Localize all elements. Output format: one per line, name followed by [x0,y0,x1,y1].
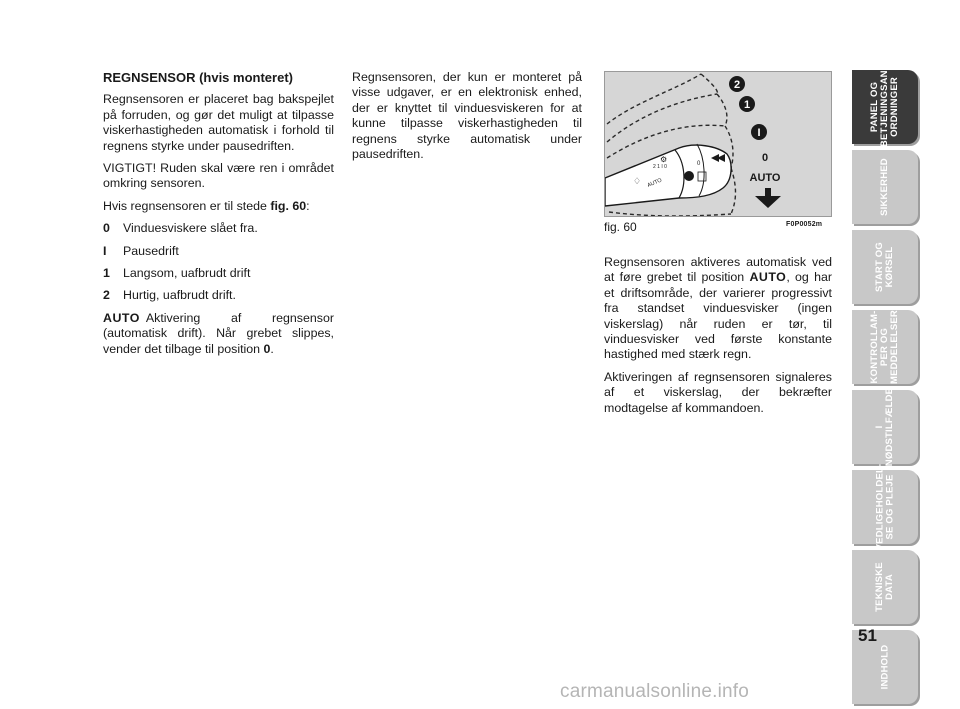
list-item [103,288,334,303]
svg-text:2: 2 [733,79,741,91]
svg-text:AUTO: AUTO [646,177,663,189]
column-left [103,70,334,364]
item-key: I [103,243,107,258]
tab-nodstilfaelde[interactable]: I NØDSTILFÆLDE [852,390,918,464]
list-item [103,221,334,236]
figure-caption: fig. 60 [604,220,637,234]
item-text: Vinduesviskere slået fra. [123,221,258,236]
fig-reference: fig. 60 [270,198,307,213]
paragraph-description: Regnsensoren, der kun er monteret på visse udgaver, er en elektronisk enhed, der er knyttet til vinduesviskeren for at kunne tilpasse viskerhastigheden til regnens styrke automatisk under pausedriften. [352,70,582,162]
paragraph-signal: Aktiveringen af regnsensoren signaleres af et viskerslag, der bekræfter modtagelse af kommandoen. [604,369,832,415]
tab-vedligeholdelse[interactable]: VEDLIGEHOLDEL- SE OG PLEJE [852,470,918,544]
item-text: Pausedrift [123,243,179,258]
paragraph-intro: Regnsensoren er placeret bag bakspejlet på forruden, og gør det muligt at tilpasse viskerhastigheden automatisk i forhold til regnens styrke under pausedriften. [103,92,334,153]
svg-text:♢: ♢ [633,177,642,187]
section-heading: REGNSENSOR (hvis monteret) [103,70,293,85]
svg-text:AUTO: AUTO [749,172,781,184]
list-item [103,266,334,281]
svg-text:2 1 I 0: 2 1 I 0 [653,164,667,170]
svg-text:1: 1 [743,99,751,111]
paragraph-activation: Regnsensoren aktiveres automatisk ved at føre grebet til position AUTO, og har et driftsområde, der varierer progressivt fra standset vinduesvisker (ingen viskerslag) når ruden er tør, til vinduesvisker ved første konstante hastighed med stærk regn. [604,255,832,362]
svg-text:0: 0 [761,152,769,164]
item-text: Langsom, uafbrudt drift [123,266,251,281]
figure-code: F0P0052m [786,221,823,228]
figure-60 [604,71,832,217]
column-right [604,255,832,423]
column-middle [352,70,582,169]
watermark: carmanualsonline.info [560,681,750,702]
wiper-lever-illustration [605,72,832,217]
list-item [103,244,334,259]
tab-panel-og-betjening[interactable]: PANEL OG BETJENINGSAN- ORDNINGER [852,70,918,144]
item-text: Hurtig, uafbrudt drift. [123,288,236,303]
tab-kontrollamper[interactable]: KONTROLLAM- PER OG MEDDELELSER [852,310,918,384]
tab-indhold[interactable]: INDHOLD [852,630,918,704]
paragraph-important: VIGTIGT! Ruden skal være ren i området omkring sensoren. [103,161,334,191]
svg-text:I: I [757,127,761,139]
tab-sikkerhed[interactable]: SIKKERHED [852,150,918,224]
tab-start-og-korsel[interactable]: START OG KØRSEL [852,230,918,304]
tab-tekniske-data[interactable]: TEKNISKE DATA [852,550,918,624]
item-key: 0 [103,221,110,236]
paragraph-fig-ref: Hvis regnsensoren er til stede fig. 60: [103,198,310,213]
svg-text:0: 0 [697,161,701,167]
page-number: 51 [858,626,877,645]
item-key: 2 [103,288,110,303]
auto-key: AUTO [103,310,140,325]
svg-text:⚙: ⚙ [660,155,668,164]
item-key: 1 [103,266,110,281]
paragraph-auto: AUTO Aktivering af regnsensor (automatisk drift). Når grebet slippes, vender det tilbage til position 0. [103,310,334,356]
